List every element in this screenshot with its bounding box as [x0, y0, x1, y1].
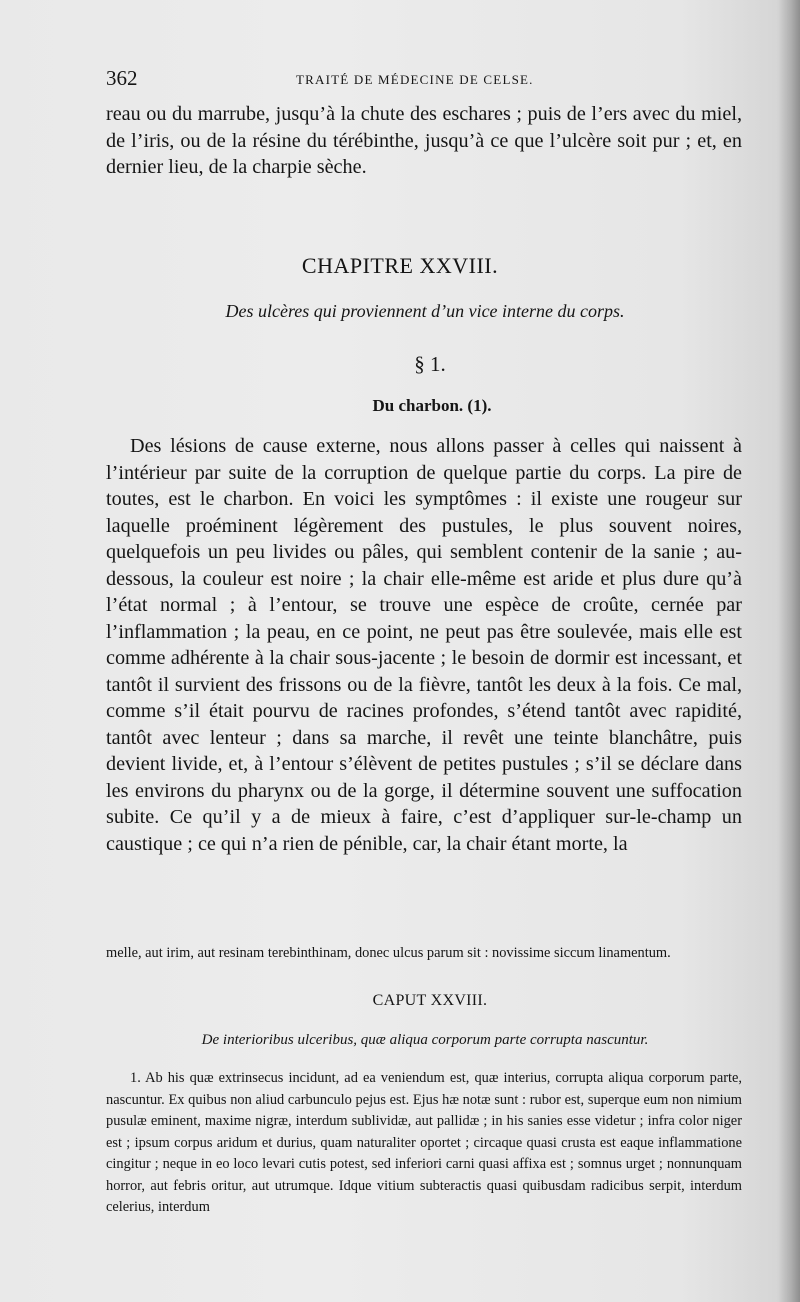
running-title: TRAITÉ DE MÉDECINE DE CELSE.	[296, 72, 534, 87]
latin-chapter-title: CAPUT XXVIII.	[372, 992, 488, 1009]
latin-chapter-subtitle: De interioribus ulceribus, quæ aliqua corporum parte corrupta nascuntur.	[201, 1032, 649, 1048]
latin-main-paragraph: 1. Ab his quæ extrinsecus incidunt, ad ea veniendum est, quæ interius, corrupta aliqua corporum parte, nascuntur. Ex quibus non aliud carbunculo pejus est. Ejus hæ notæ sunt : rubor est, superque eum non nimium pusulæ eminent, maxime nigræ, interdum sublividæ, aut pallidæ ; in his sanies esse videtur ; infra color niger est ; ipsum corpus aridum et durius, quam naturaliter oportet ; circaque quasi crusta est eaque inflammatione cingitur ; neque in eo loco levari cutis potest, sed inferiori carni quasi affixa est ; somnus urget ; nonnunquam horror, aut febris oritur, aut utrumque. Idque vitium subteractis quasi quibusdam radicibus serpit, interdum celerius, interdum	[106, 1070, 742, 1215]
section-number: § 1.	[414, 352, 446, 376]
french-continuation-paragraph: reau ou du marrube, jusqu’à la chute des eschares ; puis de l’ers avec du miel, de l’iris, ou de la résine du térébinthe, jusqu’à ce que l’ulcère soit pur ; et, en dernier lieu, de la charpie sèche.	[106, 103, 742, 178]
latin-continuation-block	[106, 943, 742, 965]
french-continuation-block	[106, 101, 742, 181]
latin-main-block	[106, 1068, 742, 1219]
section-title: Du charbon. (1).	[372, 396, 492, 415]
page-edge-shadow	[778, 0, 800, 1302]
french-main-paragraph: Des lésions de cause externe, nous allons passer à celles qui naissent à l’intérieur par suite de la corruption de quelque partie du corps. La pire de toutes, est le charbon. En voici les symptômes : il existe une rougeur sur laquelle proéminent légèrement des pustules, le plus souvent noires, quelquefois un peu livides ou pâles, qui semblent contenir de la sanie ; au-dessous, la couleur est noire ; la chair elle-même est aride et plus dure qu’à l’état normal ; à l’entour, se trouve une espèce de croûte, cernée par l’inflammation ; la peau, en ce point, ne peut pas être soulevée, mais elle est comme adhérente à la chair sous-jacente ; le besoin de dormir est incessant, et tantôt il survient des frissons ou de la fièvre, tantôt les deux à la fois. Ce mal, comme s’il était pourvu de racines profondes, s’étend tantôt avec rapidité, tantôt avec lenteur ; dans sa marche, il revêt une teinte blanchâtre, puis devient livide, et, à l’entour s’élèvent de petites pustules ; s’il se déclare dans les environs du pharynx ou de la gorge, il détermine souvent une suffocation subite. Ce qu’il y a de mieux à faire, c’est d’appliquer sur-le-champ un caustique ; ce qui n’a rien de pénible, car, la chair étant morte, la	[106, 435, 742, 855]
latin-continuation-paragraph: melle, aut irim, aut resinam terebinthinam, donec ulcus parum sit : novissime siccum linamentum.	[106, 945, 671, 961]
french-main-block	[106, 433, 742, 857]
page-number: 362	[106, 66, 138, 90]
chapter-title: CHAPITRE XXVIII.	[301, 253, 499, 278]
chapter-subtitle: Des ulcères qui proviennent d’un vice interne du corps.	[225, 301, 625, 321]
page-header	[106, 66, 756, 96]
